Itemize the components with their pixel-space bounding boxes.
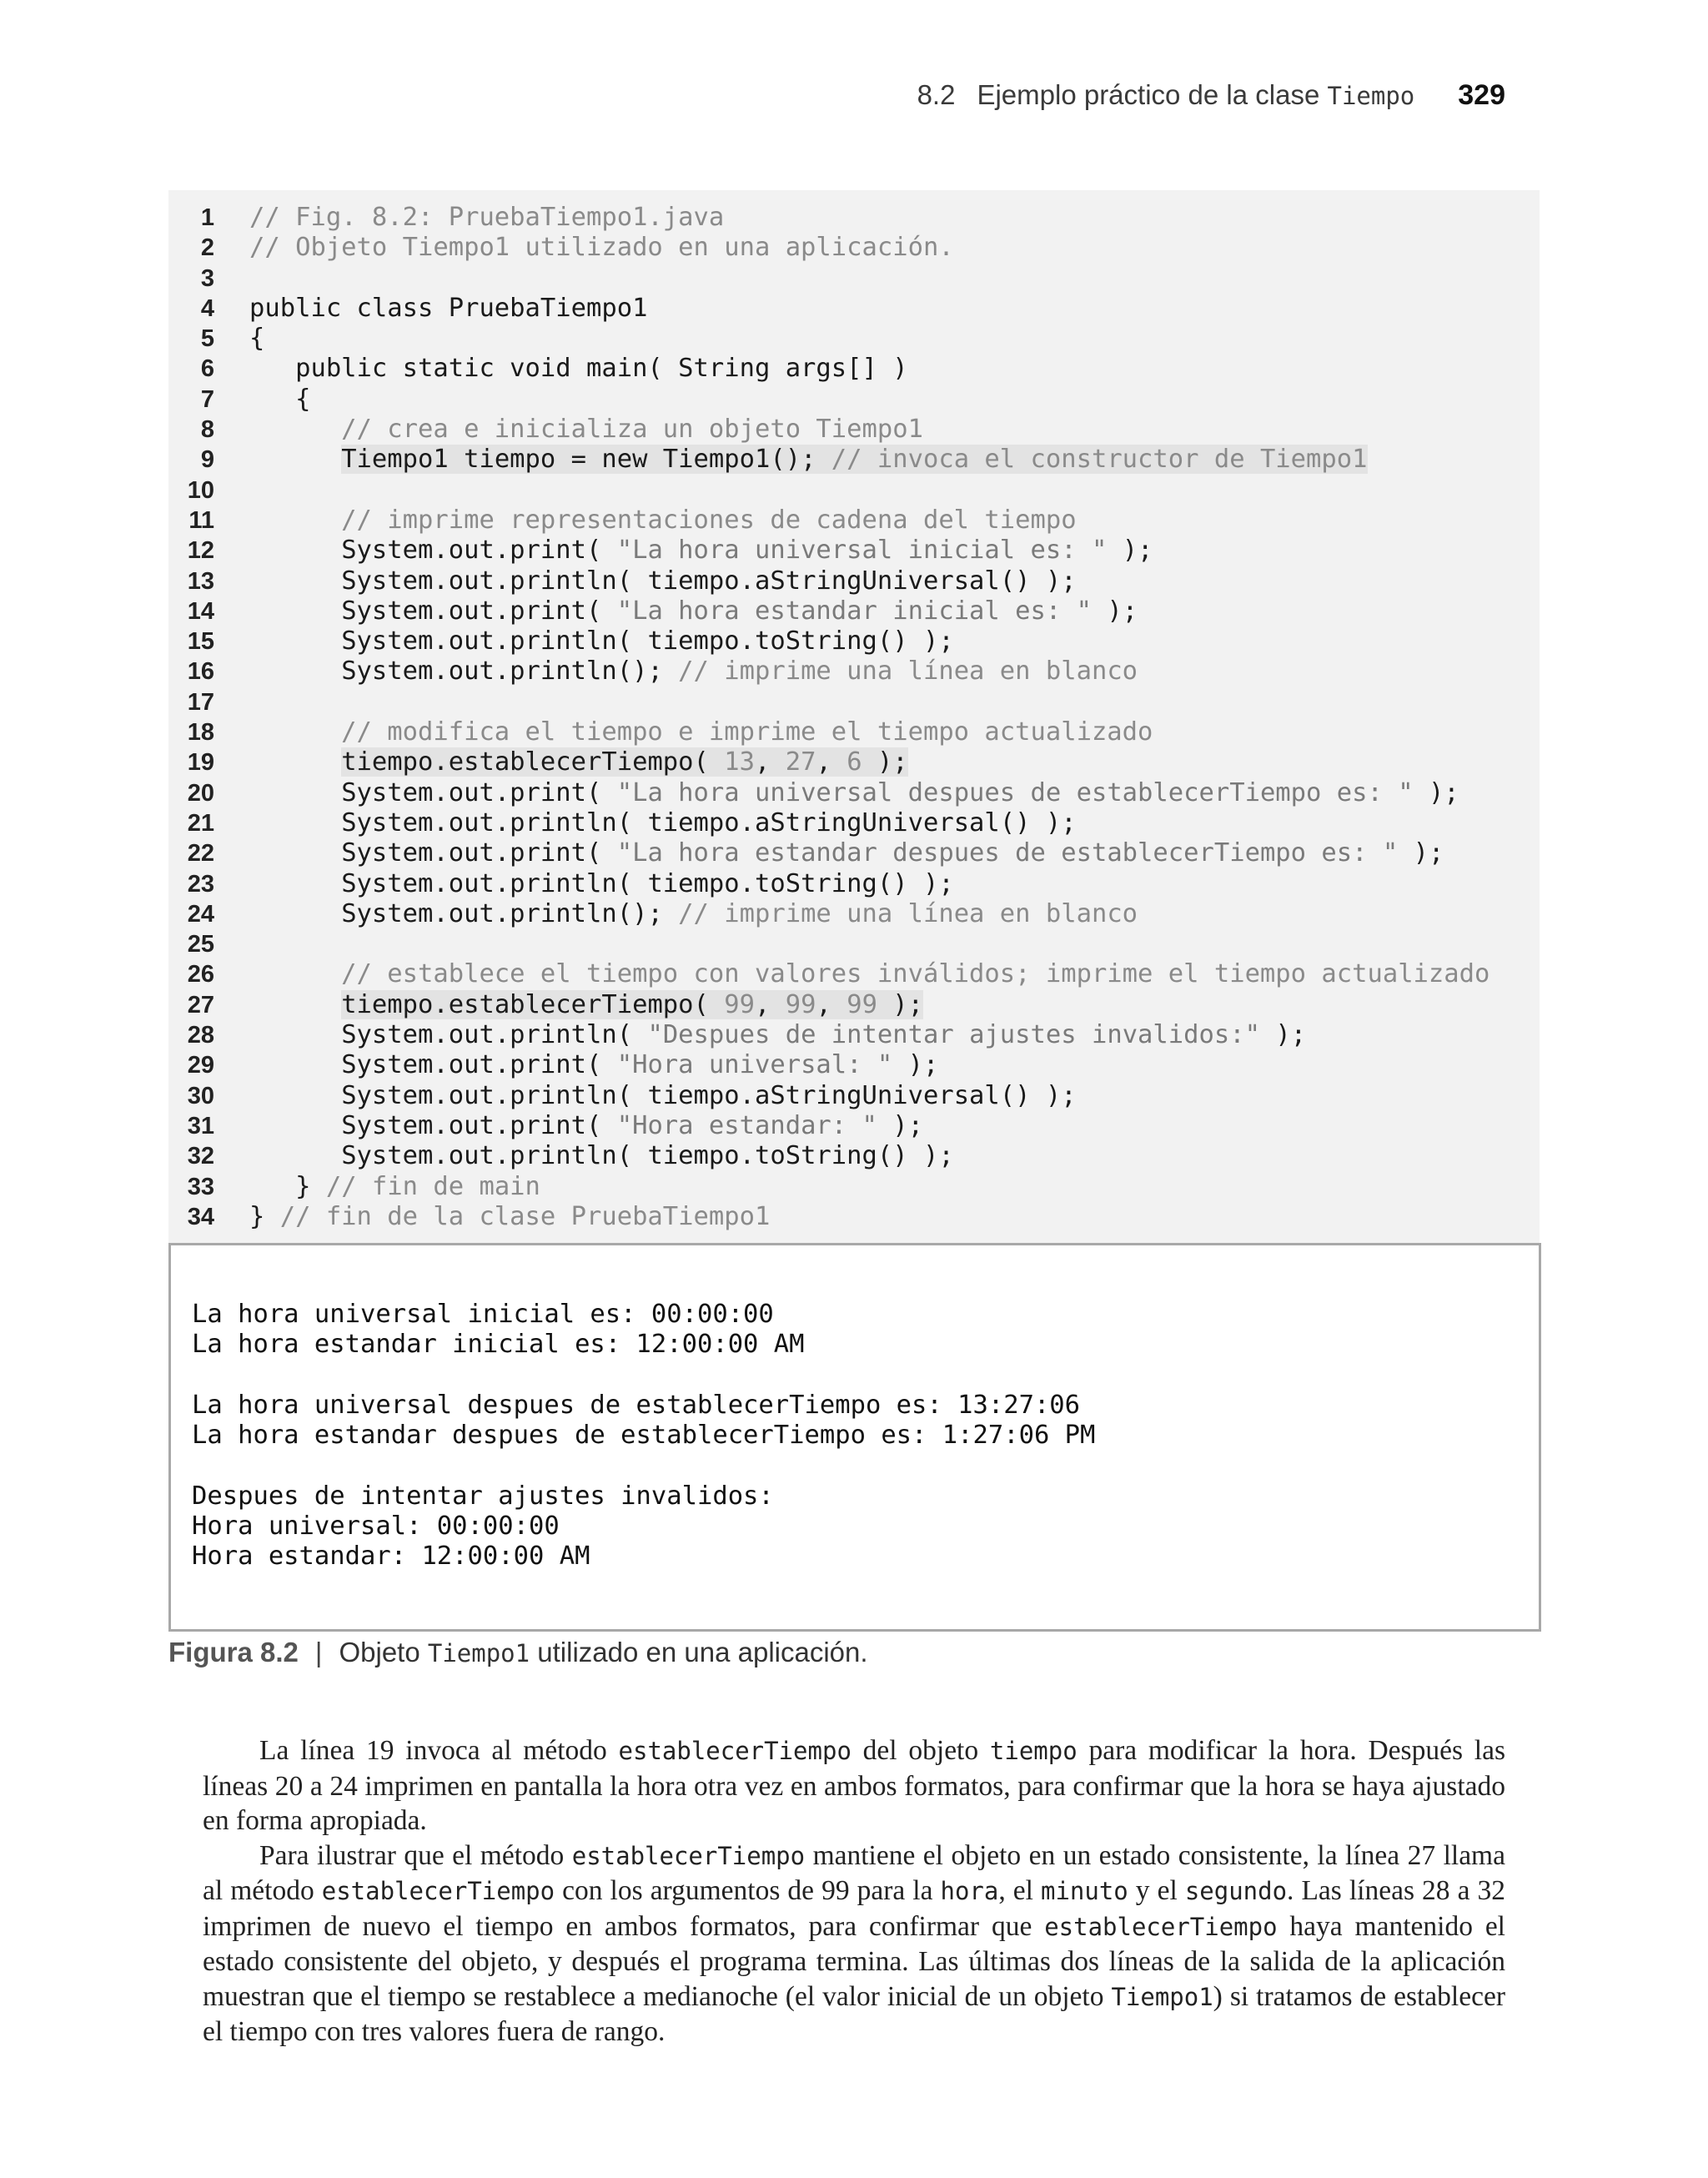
output-line — [192, 1361, 1095, 1391]
output-line: Despues de intentar ajustes invalidos: — [192, 1481, 774, 1511]
code-line — [168, 747, 1540, 777]
line-code: } // fin de main — [295, 1171, 540, 1201]
body-paragraph: Para ilustrar que el método establecerTiempo mantiene el objeto en un estado consistente, la línea 27 llama al método establecerTiempo con los argumentos de 99 para la hora, el minuto y el segundo. Las líneas 28 a 32 imprimen de nuevo el tiempo en ambos formatos, para confirmar que establecerTiempo haya mantenido el estado consistente del objeto, y después el programa termina. Las últimas dos líneas de la salida de la aplicación muestran que el tiempo se restablece a medianoche (el valor inicial de un objeto Tiempo1) si tratamos de establecer el tiempo con tres valores fuera de rango. — [203, 1839, 1505, 2047]
line-code: public class PruebaTiempo1 — [249, 293, 648, 323]
section-number: 8.2 — [917, 79, 956, 110]
running-header — [917, 79, 1505, 121]
code-line — [168, 1020, 1540, 1050]
code-line — [168, 475, 1540, 506]
code-line — [168, 990, 1540, 1020]
line-number: 30 — [187, 1082, 214, 1109]
code-line — [168, 264, 1540, 294]
output-line: La hora estandar despues de establecerTiempo es: 1:27:06 PM — [192, 1421, 1096, 1451]
line-code: // imprime representaciones de cadena del tiempo — [249, 505, 1077, 535]
code-line — [168, 838, 1540, 868]
code-line — [168, 808, 1540, 838]
line-code: System.out.print( "Hora universal: " ); — [341, 1050, 939, 1080]
line-code: } // fin de la clase PruebaTiempo1 — [249, 1201, 771, 1231]
code-line — [168, 385, 1540, 415]
line-number: 16 — [187, 658, 214, 686]
line-code: // crea e inicializa un objeto Tiempo1 — [249, 415, 923, 445]
line-number: 6 — [200, 355, 214, 383]
code-line — [168, 1050, 1540, 1080]
code-line — [168, 1172, 1540, 1202]
code-line — [168, 626, 1540, 656]
line-code: tiempo.establecerTiempo( 99, 99, 99 ); — [341, 989, 924, 1019]
figure-label: Figura 8.2 — [168, 1637, 299, 1667]
caption-text-post: utilizado en una aplicación. — [537, 1637, 868, 1667]
output-line: La hora estandar inicial es: 12:00:00 AM — [192, 1330, 805, 1360]
section-title-code: Tiempo — [1327, 82, 1415, 110]
line-code: // Objeto Tiempo1 utilizado en una aplicación. — [249, 233, 954, 263]
code-line — [168, 566, 1540, 596]
code-lines — [168, 203, 1540, 1232]
code-line — [168, 778, 1540, 808]
line-number: 22 — [187, 840, 214, 868]
line-code: System.out.print( "La hora universal inicial es: " ); — [341, 536, 1153, 566]
line-number: 13 — [187, 567, 214, 595]
section-title — [977, 79, 1414, 111]
line-code: tiempo.establecerTiempo( 13, 27, 6 ); — [341, 747, 908, 777]
code-line — [168, 869, 1540, 899]
line-code: System.out.println( tiempo.aStringUniversal() ); — [341, 1080, 1077, 1110]
line-code: // establece el tiempo con valores inválidos; imprime el tiempo actualizado — [249, 959, 1490, 989]
line-code: System.out.print( "La hora universal despues de establecerTiempo es: " ); — [341, 777, 1459, 807]
code-line — [168, 445, 1540, 475]
line-number: 21 — [187, 809, 214, 837]
code-line — [168, 324, 1540, 354]
output-line: La hora universal despues de establecerTiempo es: 13:27:06 — [192, 1390, 1081, 1420]
output-line: Hora universal: 00:00:00 — [192, 1512, 560, 1542]
line-number: 4 — [200, 294, 214, 322]
caption-separator: | — [314, 1637, 323, 1667]
caption-text-code: Tiempo1 — [427, 1639, 530, 1667]
code-line — [168, 1081, 1540, 1111]
line-code: System.out.println(); // imprime una línea en blanco — [341, 656, 1138, 687]
line-number: 12 — [187, 537, 214, 565]
line-number: 29 — [187, 1052, 214, 1079]
body-text — [203, 1733, 1505, 2050]
line-number: 19 — [187, 749, 214, 777]
line-code: System.out.print( "Hora estandar: " ); — [341, 1110, 923, 1140]
line-code: System.out.println( tiempo.toString() ); — [341, 868, 954, 898]
line-number: 7 — [200, 385, 214, 413]
line-number: 24 — [187, 900, 214, 928]
line-number: 20 — [187, 779, 214, 807]
line-number: 5 — [200, 325, 214, 353]
line-code: System.out.println( tiempo.aStringUniversal() ); — [341, 566, 1077, 596]
section-title-text: Ejemplo práctico de la clase — [977, 79, 1320, 110]
code-line — [168, 506, 1540, 536]
code-line — [168, 203, 1540, 233]
line-number: 17 — [187, 688, 214, 716]
line-number: 26 — [187, 961, 214, 988]
line-number: 32 — [187, 1143, 214, 1170]
code-line — [168, 415, 1540, 445]
line-code: System.out.println(); // imprime una línea en blanco — [341, 898, 1138, 928]
code-listing — [168, 190, 1540, 1243]
code-line — [168, 656, 1540, 687]
line-number: 14 — [187, 597, 214, 625]
line-code: System.out.println( "Despues de intentar ajustes invalidos:" ); — [341, 1020, 1307, 1050]
line-number: 18 — [187, 719, 214, 747]
line-number: 25 — [187, 931, 214, 958]
caption-text — [339, 1637, 867, 1668]
line-number: 2 — [200, 234, 214, 262]
line-number: 10 — [187, 476, 214, 504]
line-code: System.out.println( tiempo.toString() ); — [341, 626, 954, 656]
code-line — [168, 536, 1540, 566]
line-code: System.out.println( tiempo.aStringUniversal() ); — [341, 807, 1077, 837]
line-number: 27 — [187, 991, 214, 1019]
line-number: 8 — [200, 416, 214, 444]
line-code: System.out.println( tiempo.toString() ); — [341, 1141, 954, 1171]
page-number: 329 — [1458, 79, 1505, 111]
code-line — [168, 1141, 1540, 1171]
line-number: 15 — [187, 628, 214, 656]
output-line: La hora universal inicial es: 00:00:00 — [192, 1300, 774, 1329]
line-code: // modifica el tiempo e imprime el tiempo actualizado — [249, 717, 1153, 747]
line-number: 1 — [200, 204, 214, 231]
code-line — [168, 354, 1540, 384]
line-number: 28 — [187, 1022, 214, 1049]
code-line — [168, 899, 1540, 929]
line-code: System.out.print( "La hora estandar despues de establecerTiempo es: " ); — [341, 838, 1444, 868]
code-line — [168, 687, 1540, 717]
code-line — [168, 959, 1540, 989]
line-code: // Fig. 8.2: PruebaTiempo1.java — [249, 203, 725, 232]
line-number: 33 — [187, 1173, 214, 1200]
code-line — [168, 717, 1540, 747]
code-line — [168, 1202, 1540, 1232]
line-number: 11 — [188, 506, 214, 534]
code-line — [168, 596, 1540, 626]
output-line — [192, 1451, 1095, 1481]
section-heading — [917, 79, 1415, 111]
program-output — [168, 1243, 1541, 1632]
line-code: public static void main( String args[] ) — [295, 354, 908, 384]
line-code: System.out.print( "La hora estandar inicial es: " ); — [341, 596, 1138, 626]
line-number: 34 — [187, 1203, 214, 1230]
caption-text-pre: Objeto — [339, 1637, 420, 1667]
code-line — [168, 294, 1540, 324]
line-code: { — [295, 384, 311, 414]
code-line — [168, 1111, 1540, 1141]
line-number: 9 — [200, 446, 214, 474]
code-line — [168, 929, 1540, 959]
code-line — [168, 233, 1540, 263]
line-code: Tiempo1 tiempo = new Tiempo1(); // invoca el constructor de Tiempo1 — [341, 445, 1368, 475]
output-line: Hora estandar: 12:00:00 AM — [192, 1542, 590, 1572]
line-number: 23 — [187, 870, 214, 898]
figure-caption — [168, 1637, 868, 1678]
line-number: 31 — [187, 1112, 214, 1139]
output-lines — [192, 1300, 1095, 1572]
line-number: 3 — [200, 264, 214, 292]
line-code: { — [249, 324, 265, 354]
body-paragraph: La línea 19 invoca al método establecerTiempo del objeto tiempo para modificar la hora. Después las líneas 20 a 24 imprimen en pantalla la hora otra vez en ambos formatos, para confirmar que la hora se haya ajustado en forma apropiada. — [203, 1735, 1505, 1836]
